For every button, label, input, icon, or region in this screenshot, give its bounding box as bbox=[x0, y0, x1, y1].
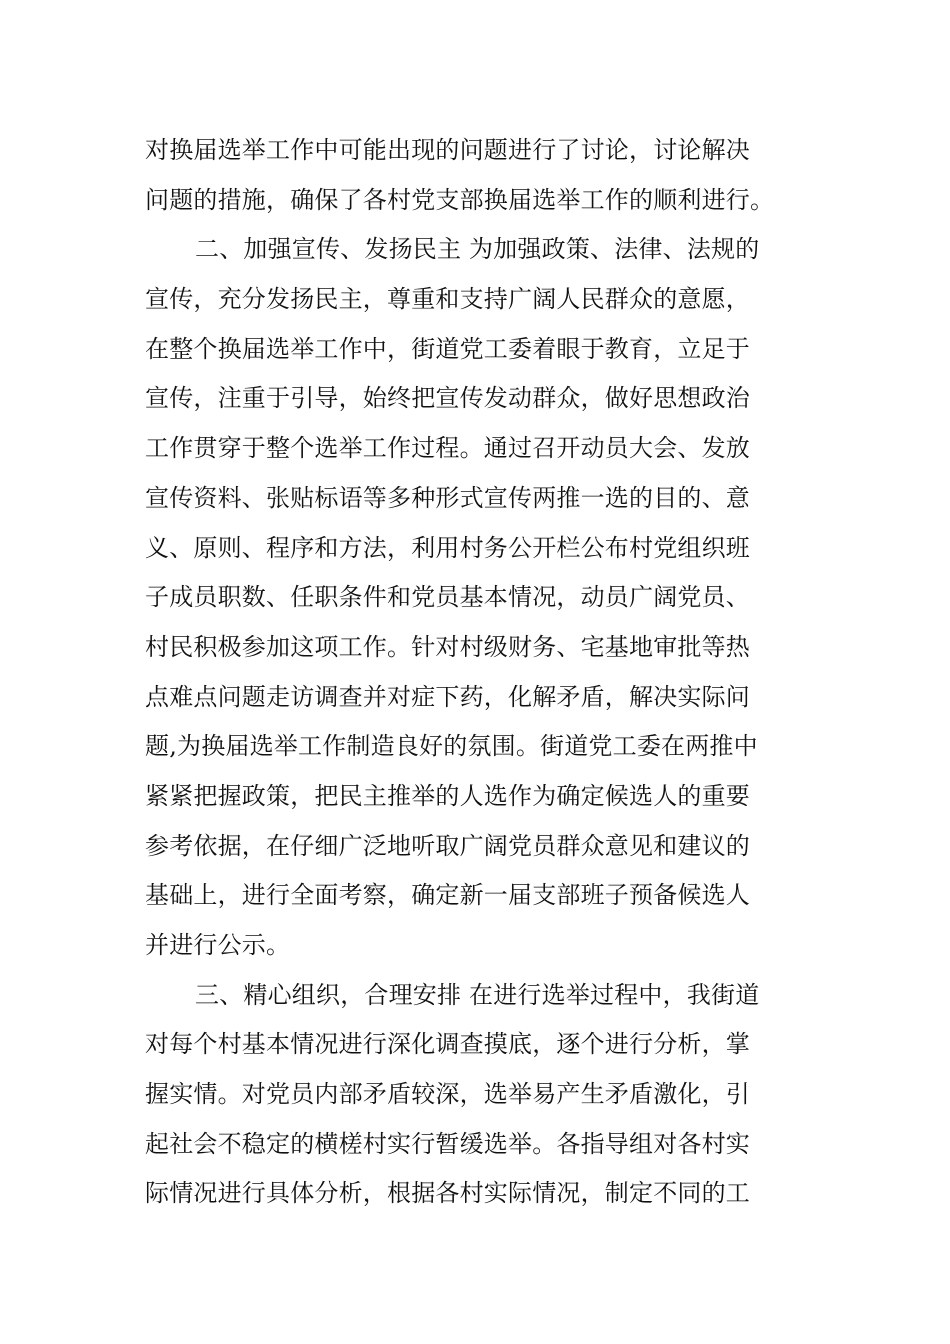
text-line: 并进行公示。 bbox=[145, 931, 291, 959]
text-line: 点难点问题走访调查并对症下药，化解矛盾，解决实际问 bbox=[145, 682, 750, 711]
text-line: 宣传资料、张贴标语等多种形式宣传两推一选的目的、意 bbox=[145, 483, 750, 512]
text-line: 对每个村基本情况进行深化调查摸底，逐个进行分析，掌 bbox=[145, 1030, 750, 1059]
text-line: 题,为换届选举工作制造良好的氛围。街道党工委在两推中 bbox=[145, 732, 758, 761]
text-line: 对换届选举工作中可能出现的问题进行了讨论，讨论解决 bbox=[145, 136, 750, 164]
text-line: 宣传，注重于引导，始终把宣传发动群众，做好思想政治 bbox=[145, 384, 750, 413]
text-line: 紧紧把握政策，把民主推举的人选作为确定候选人的重要 bbox=[145, 781, 750, 810]
text-line: 工作贯穿于整个选举工作过程。通过召开动员大会、发放 bbox=[145, 434, 750, 463]
text-line: 宣传，充分发扬民主，尊重和支持广阔人民群众的意愿， bbox=[145, 285, 750, 314]
text-line: 子成员职数、任职条件和党员基本情况，动员广阔党员、 bbox=[145, 583, 750, 612]
text-line: 起社会不稳定的横槎村实行暂缓选举。各指导组对各村实 bbox=[145, 1129, 750, 1158]
text-line: 三、精心组织，合理安排 在进行选举过程中，我街道 bbox=[195, 980, 760, 1009]
text-line: 在整个换届选举工作中，街道党工委着眼于教育，立足于 bbox=[145, 334, 750, 363]
text-line: 义、原则、程序和方法，利用村务公开栏公布村党组织班 bbox=[145, 533, 750, 562]
text-line: 握实情。对党员内部矛盾较深，选举易产生矛盾激化，引 bbox=[145, 1080, 750, 1109]
text-line: 村民积极参加这项工作。针对村级财务、宅基地审批等热 bbox=[145, 632, 750, 661]
text-line: 际情况进行具体分析，根据各村实际情况，制定不同的工 bbox=[145, 1179, 750, 1208]
body-text bbox=[145, 126, 807, 1219]
text-line: 问题的措施，确保了各村党支部换届选举工作的顺利进行。 bbox=[145, 185, 775, 214]
text-line: 基础上，进行全面考察，确定新一届支部班子预备候选人 bbox=[145, 881, 750, 910]
text-line: 参考依据，在仔细广泛地听取广阔党员群众意见和建议的 bbox=[145, 831, 750, 860]
text-line: 二、加强宣传、发扬民主 为加强政策、法律、法规的 bbox=[195, 235, 760, 264]
